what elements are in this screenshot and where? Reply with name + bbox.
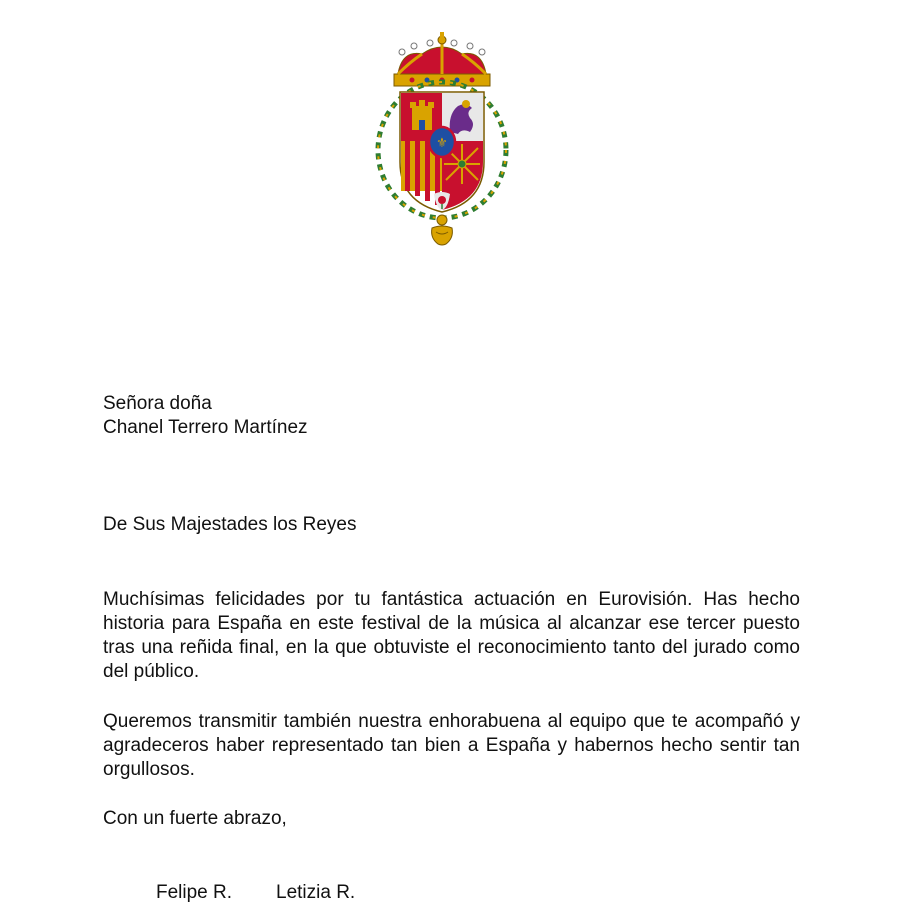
closing-line: Con un fuerte abrazo, (103, 808, 287, 829)
signature-felipe: Felipe R. (156, 882, 233, 903)
from-line: De Sus Majestades los Reyes (103, 514, 357, 535)
svg-text:⚜: ⚜ (436, 136, 448, 151)
signature-letizia: Letizia R. (276, 882, 356, 903)
shield (400, 92, 484, 212)
royal-coat-of-arms-icon (362, 32, 522, 248)
addressee-block (103, 392, 800, 440)
crown (394, 32, 490, 86)
addressee-salutation: Señora doña (103, 393, 212, 414)
body-paragraph-2: Queremos transmitir también nuestra enhorabuena al equipo que te acompañó y agradeceros haber representado tan bien a España y habernos hecho sentir tan orgullosos. (103, 711, 800, 780)
body-paragraph-1: Muchísimas felicidades por tu fantástica actuación en Eurovisión. Has hecho historia para España en este festival de la música al alcanzar ese tercer puesto tras una reñida final, en la que obtuviste el reconocimiento tanto del jurado como del público. (103, 589, 800, 682)
signature-block (156, 881, 355, 905)
addressee-name: Chanel Terrero Martínez (103, 417, 308, 438)
